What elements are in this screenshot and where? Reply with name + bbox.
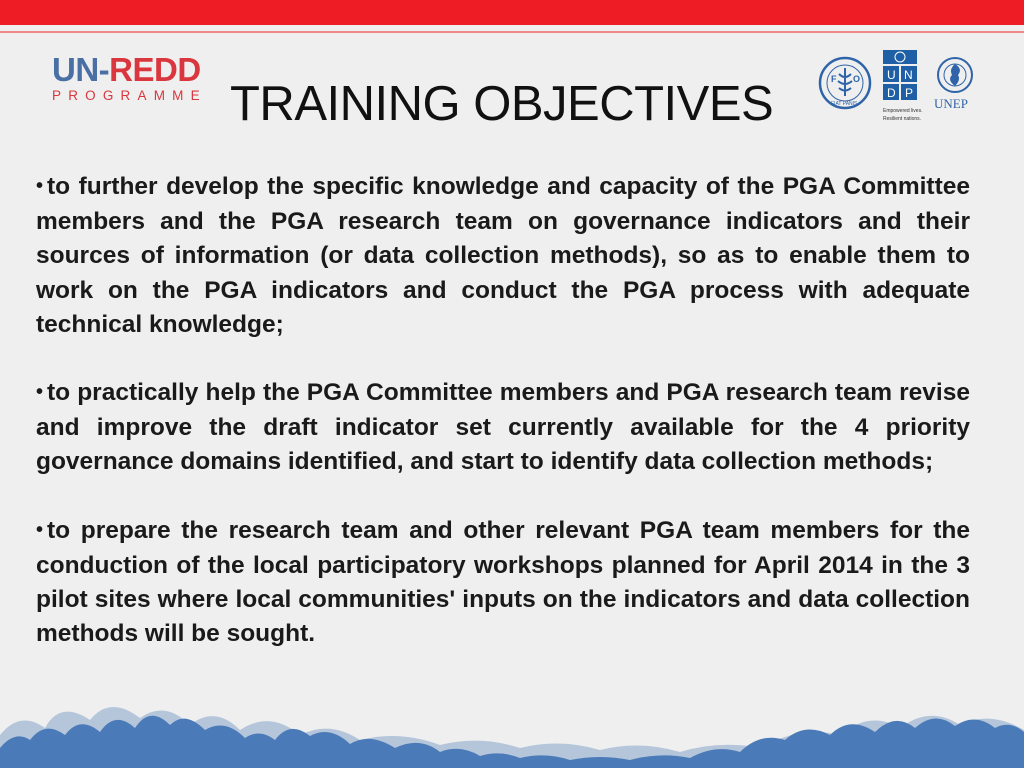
logo-un-text: UN-: [52, 51, 110, 88]
unep-label: UNEP: [934, 96, 968, 111]
logo-redd-text: REDD: [109, 51, 201, 88]
undp-logo-icon: [883, 50, 923, 126]
objectives-list: [36, 170, 970, 685]
fao-logo-icon: [818, 56, 872, 110]
undp-letter-u: U: [887, 68, 896, 82]
top-red-bar: [0, 0, 1024, 25]
objective-text: to further develop the specific knowledge and capacity of the PGA Committee members and the PGA research team on governance indicators and their sources of information (or data collection methods), so as to enable them to work on the PGA indicators and conduct the PGA process with adequate technical knowledge;: [36, 173, 970, 338]
undp-letter-p: P: [905, 86, 914, 100]
undp-tagline-1: Empowered lives.: [883, 108, 923, 114]
slide-title: TRAINING OBJECTIVES: [230, 77, 774, 131]
logo-programme-text: PROGRAMME: [52, 88, 207, 103]
objective-item: [36, 170, 970, 342]
objective-text: to prepare the research team and other relevant PGA team members for the conduction of the local participatory workshops planned for April 2014 in the 3 pilot sites where local communities' inputs on the indicators and data collection methods will be sought.: [36, 516, 970, 648]
undp-tagline-2: Resilient nations.: [883, 116, 922, 122]
bullet-icon: •: [36, 518, 44, 541]
top-divider-line: [0, 31, 1024, 33]
svg-text:F: F: [831, 74, 837, 84]
objective-text: to practically help the PGA Committee members and PGA research team revise and improve the draft indicator set currently available for the 4 priority governance domains identified, and start to identify data collection methods;: [36, 379, 970, 476]
undp-letter-d: D: [887, 86, 896, 100]
logo-wordmark: [52, 52, 207, 88]
bullet-icon: •: [36, 175, 44, 197]
fao-motto: FIAT PANIS: [831, 101, 858, 107]
objective-item: [36, 376, 970, 480]
svg-text:O: O: [853, 74, 861, 84]
un-redd-logo: [52, 52, 207, 103]
bullet-icon: •: [36, 381, 44, 404]
undp-letter-n: N: [904, 68, 913, 82]
unep-logo-icon: [930, 55, 980, 111]
objective-item: [36, 514, 970, 652]
forest-silhouette-decoration: [0, 640, 1024, 768]
